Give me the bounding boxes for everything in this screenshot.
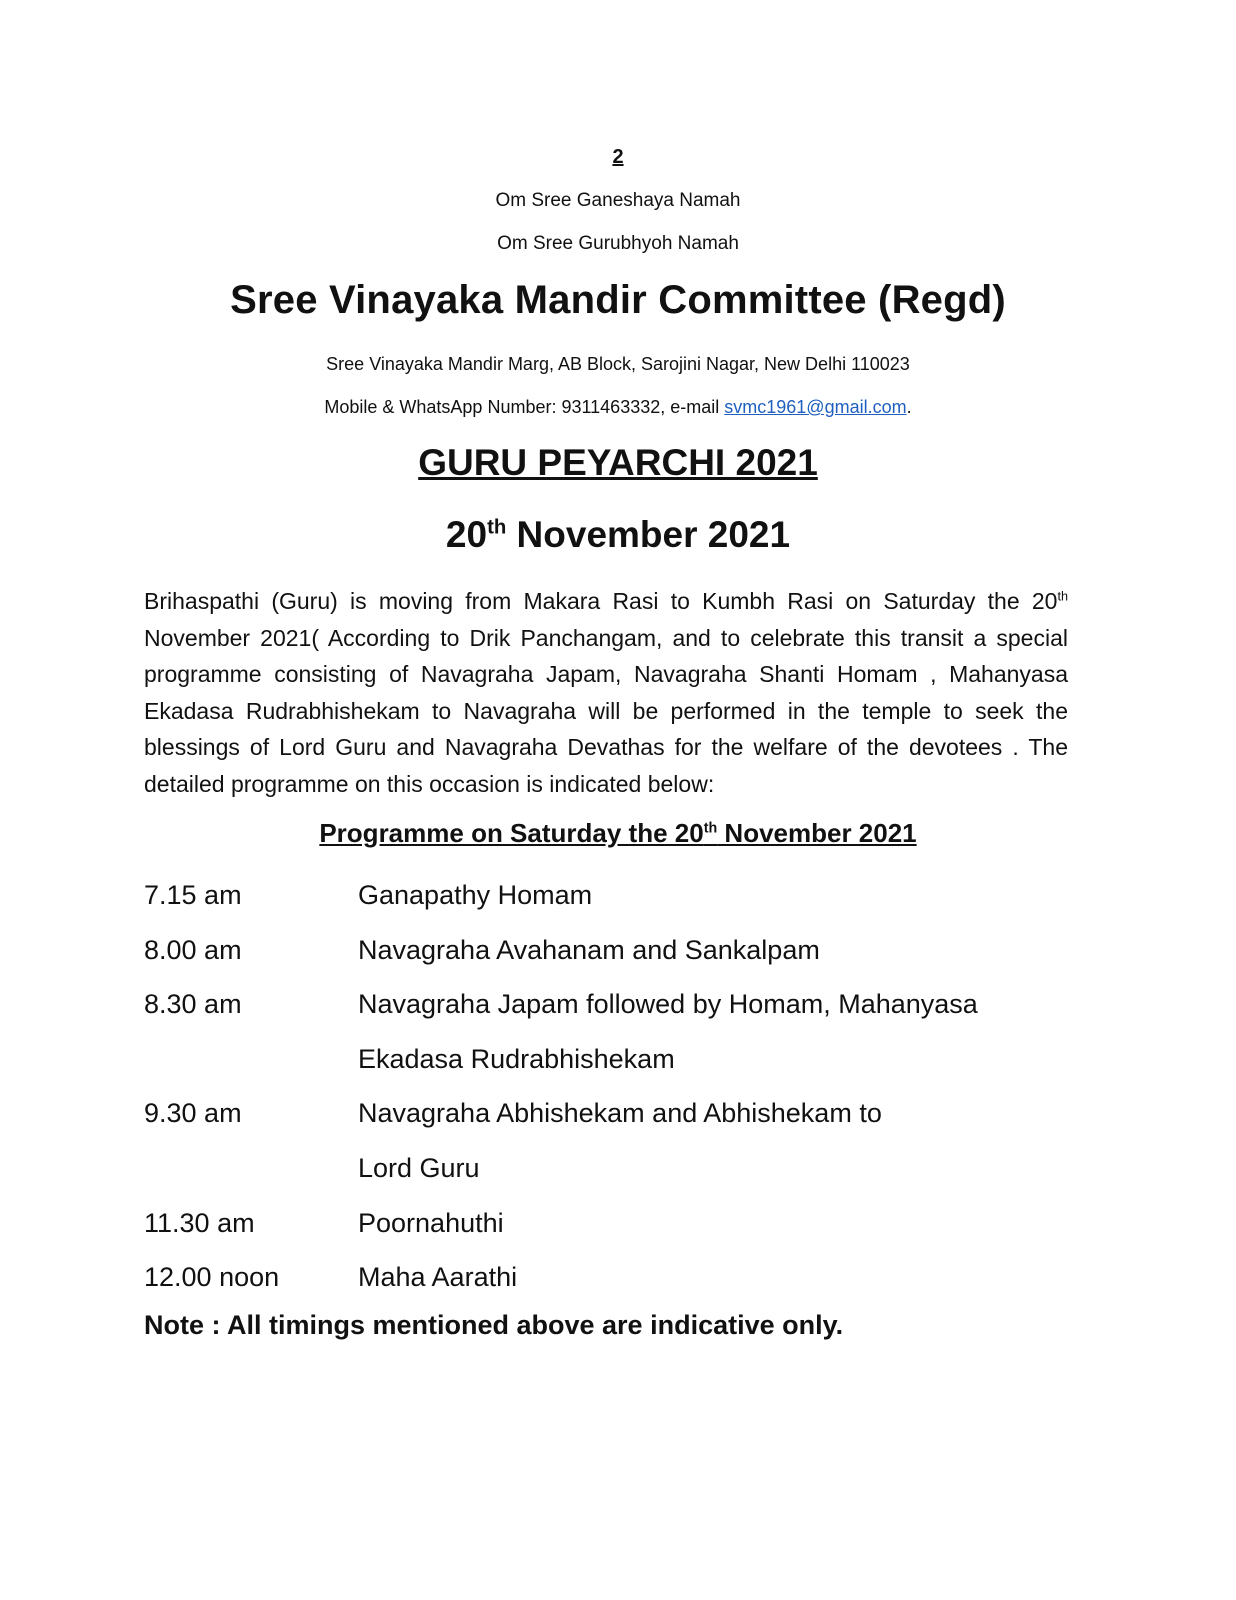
schedule-activity: Ekadasa Rudrabhishekam (358, 1043, 675, 1074)
schedule-time: 12.00 noon (144, 1262, 280, 1293)
schedule-activity: Navagraha Avahanam and Sankalpam (358, 934, 820, 965)
event-date-day: 20 (445, 514, 488, 555)
schedule-activity: Poornahuthi (358, 1207, 504, 1238)
event-date-rest: November 2021 (506, 514, 791, 555)
programme-heading-sup: th (703, 820, 718, 837)
schedule-time (144, 1032, 358, 1087)
schedule-activity: Lord Guru (358, 1152, 480, 1183)
schedule-row (144, 868, 1094, 923)
email-link[interactable]: svmc1961@gmail.com (724, 397, 907, 417)
schedule-time: 8.30 am (144, 989, 242, 1020)
contact-prefix: Mobile & WhatsApp Number: 9311463332, e-mail (324, 397, 725, 417)
programme-heading-part-1: Programme on Saturday the 20 (319, 818, 704, 848)
event-date-suffix: th (487, 516, 507, 539)
schedule-row (144, 977, 1094, 1032)
schedule-activity: Navagraha Japam followed by Homam, Mahanyasa (358, 989, 978, 1020)
intro-part-1: Brihaspathi (Guru) is moving from Makara Rasi to Kumbh Rasi on Saturday the 20 (144, 588, 1058, 614)
event-title: GURU PEYARCHI 2021 (418, 442, 818, 483)
note-text: Note : All timings mentioned above are indicative only. (144, 1310, 844, 1340)
intro-sup: th (1057, 589, 1068, 604)
schedule-activity: Navagraha Abhishekam and Abhishekam to (358, 1098, 882, 1129)
organization-title: Sree Vinayaka Mandir Committee (Regd) (230, 278, 1006, 322)
schedule-row (144, 923, 1094, 978)
page-number: 2 (612, 146, 624, 168)
programme-heading-part-2: November 2021 (717, 818, 917, 848)
schedule-row (144, 1032, 1094, 1087)
schedule-time: 9.30 am (144, 1098, 242, 1129)
organization-address: Sree Vinayaka Mandir Marg, AB Block, Sarojini Nagar, New Delhi 110023 (326, 354, 910, 374)
programme-heading-text (319, 818, 916, 848)
schedule-time (144, 1141, 358, 1196)
schedule-row (144, 1086, 1094, 1141)
schedule-time: 11.30 am (144, 1207, 255, 1238)
intro-part-2: November 2021( According to Drik Panchangam, and to celebrate this transit a special programme consisting of Navagraha Japam, Navagraha Shanti Homam , Mahanyasa Ekadasa Rudrabhishekam to Navagraha will be performed in the temple to seek the blessings of Lord Guru and Navagraha Devathas for the welfare of the devotees . The detailed programme on this occasion is indicated below: (144, 624, 1068, 797)
schedule-row (144, 1196, 1094, 1251)
invocation-ganesha: Om Sree Ganeshaya Namah (495, 190, 741, 211)
schedule-activity: Ganapathy Homam (358, 880, 593, 910)
contact-suffix: . (906, 397, 912, 417)
event-date (0, 514, 1236, 556)
invocation-guru: Om Sree Gurubhyoh Namah (497, 233, 739, 254)
contact-line (0, 397, 1236, 418)
schedule-row (144, 1250, 1094, 1305)
schedule-table (144, 868, 1094, 1305)
schedule-time: 8.00 am (144, 934, 242, 965)
schedule-activity: Maha Aarathi (358, 1262, 518, 1293)
intro-paragraph (144, 583, 1068, 803)
schedule-time: 7.15 am (144, 880, 242, 910)
programme-heading (0, 818, 1236, 849)
schedule-row (144, 1141, 1094, 1196)
